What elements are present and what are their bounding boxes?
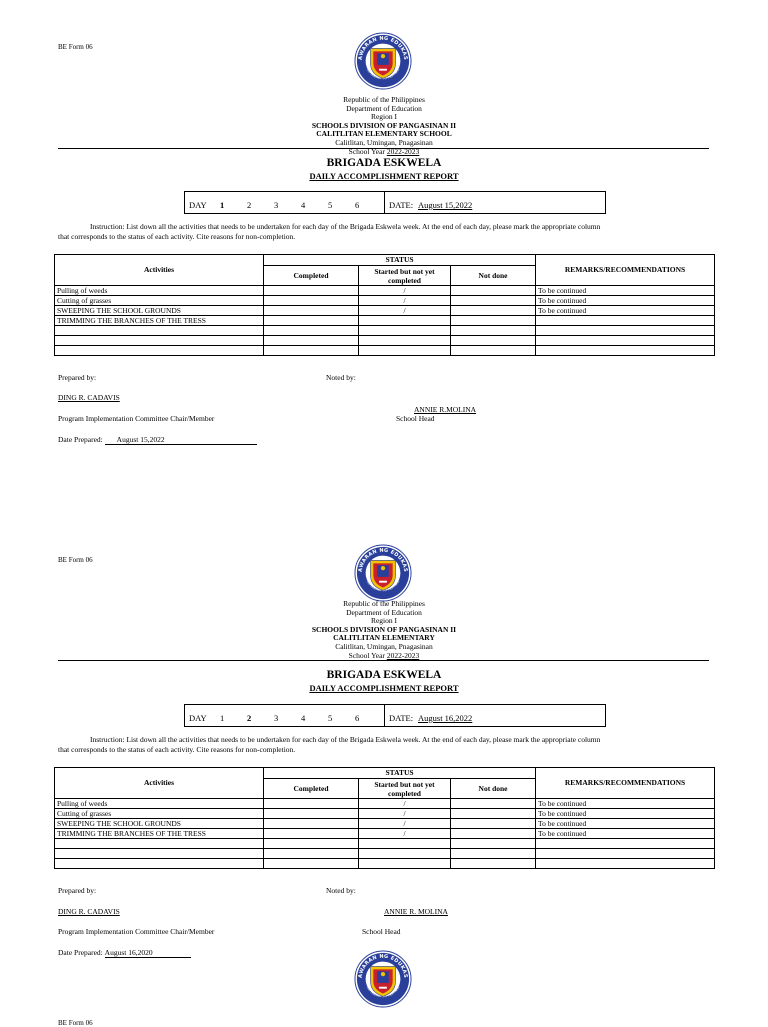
report-title: BRIGADA ESKWELA bbox=[326, 669, 442, 681]
remarks-cell[interactable]: To be continued bbox=[536, 799, 715, 809]
school-line: CALITLITAN ELEMENTARY SCHOOL bbox=[316, 129, 452, 139]
remarks-cell[interactable]: To be continued bbox=[536, 819, 715, 829]
divider bbox=[58, 148, 709, 149]
instruction-line-1: Instruction: List down all the activities that needs to be undertaken for each day of the Brigada Eskwela week. At the end of each day, please mark the appropriate column bbox=[90, 222, 601, 231]
day-option-5[interactable]: 5 bbox=[328, 713, 333, 723]
division-line: SCHOOLS DIVISION OF PANGASINAN II bbox=[311, 120, 457, 130]
day-date-separator bbox=[384, 705, 385, 726]
started-cell[interactable]: / bbox=[359, 306, 451, 316]
report-subtitle: DAILY ACCOMPLISHMENT REPORT bbox=[309, 683, 459, 693]
day-option-1[interactable]: 1 bbox=[220, 200, 225, 210]
divider bbox=[58, 660, 709, 661]
completed-cell[interactable] bbox=[264, 829, 359, 839]
division-line: SCHOOLS DIVISION OF PANGASINAN II bbox=[311, 624, 457, 634]
table-row bbox=[55, 839, 715, 849]
report-subtitle: DAILY ACCOMPLISHMENT REPORT bbox=[309, 171, 459, 181]
not-done-cell[interactable] bbox=[451, 799, 536, 809]
started-cell[interactable]: / bbox=[359, 296, 451, 306]
not-done-cell[interactable] bbox=[451, 809, 536, 819]
started-cell[interactable] bbox=[359, 839, 451, 849]
date-value: August 16,2022 bbox=[418, 713, 473, 723]
remarks-cell[interactable] bbox=[536, 326, 715, 336]
col-remarks: REMARKS/RECOMMENDATIONS bbox=[536, 255, 715, 286]
completed-cell[interactable] bbox=[264, 859, 359, 869]
not-done-cell[interactable] bbox=[451, 306, 536, 316]
table-row bbox=[55, 306, 715, 316]
date-value: August 15,2022 bbox=[418, 200, 473, 210]
noted-by-label: Noted by: bbox=[326, 373, 356, 382]
table-row bbox=[55, 316, 715, 326]
table-row bbox=[55, 296, 715, 306]
started-cell[interactable] bbox=[359, 326, 451, 336]
started-cell[interactable] bbox=[359, 346, 451, 356]
date-prepared-label: Date Prepared: bbox=[58, 435, 103, 444]
started-cell[interactable]: / bbox=[359, 799, 451, 809]
not-done-cell[interactable] bbox=[451, 859, 536, 869]
remarks-cell[interactable]: To be continued bbox=[536, 829, 715, 839]
remarks-cell[interactable] bbox=[536, 316, 715, 326]
col-remarks: REMARKS/RECOMMENDATIONS bbox=[536, 768, 715, 799]
col-started: Started but not yet completed bbox=[359, 266, 451, 286]
remarks-cell[interactable] bbox=[536, 346, 715, 356]
sy-value: 2022-2023 bbox=[386, 650, 420, 660]
remarks-cell[interactable] bbox=[536, 859, 715, 869]
started-cell[interactable] bbox=[359, 849, 451, 859]
committee-label: Program Implementation Committee Chair/Member bbox=[58, 414, 215, 423]
department-line: Department of Education bbox=[346, 607, 422, 617]
instruction-line-1: Instruction: List down all the activities that needs to be undertaken for each day of the Brigada Eskwela week. At the end of each day, please mark the appropriate column bbox=[90, 735, 601, 744]
day-option-2[interactable]: 2 bbox=[247, 200, 252, 210]
preparer-name: DING R. CADAVIS bbox=[58, 907, 120, 916]
activity-cell[interactable]: Pulling of weeds bbox=[55, 286, 264, 296]
form-tag: BE Form 06 bbox=[58, 1019, 93, 1027]
table-row bbox=[55, 326, 715, 336]
day-label: DAY bbox=[189, 713, 207, 723]
school-head-label: School Head bbox=[396, 414, 435, 423]
address-line: Calitlitan, Umingan, Pnagasinan bbox=[335, 137, 433, 147]
day-option-5[interactable]: 5 bbox=[328, 200, 333, 210]
day-option-6[interactable]: 6 bbox=[355, 200, 360, 210]
day-date-separator bbox=[384, 192, 385, 213]
sy-value: 2022-2023 bbox=[386, 146, 420, 156]
completed-cell[interactable] bbox=[264, 346, 359, 356]
activities-table bbox=[54, 254, 715, 356]
date-prepared bbox=[58, 435, 257, 445]
activity-cell[interactable] bbox=[55, 346, 264, 356]
not-done-cell[interactable] bbox=[451, 346, 536, 356]
started-cell[interactable]: / bbox=[359, 809, 451, 819]
activity-cell[interactable] bbox=[55, 849, 264, 859]
date-label: DATE: bbox=[389, 200, 414, 210]
activity-cell[interactable]: Cutting of grasses bbox=[55, 296, 264, 306]
date-prepared-label: Date Prepared: bbox=[58, 948, 103, 957]
table-row bbox=[55, 829, 715, 839]
remarks-cell[interactable]: To be continued bbox=[536, 809, 715, 819]
started-cell[interactable]: / bbox=[359, 819, 451, 829]
instruction-line-2: that corresponds to the status of each activity. Cite reasons for non-completion. bbox=[58, 232, 296, 241]
table-row bbox=[55, 849, 715, 859]
deped-seal-icon bbox=[354, 950, 412, 1008]
address-line: Calitlitan, Umingan, Pnagasinan bbox=[335, 641, 433, 651]
day-option-1[interactable]: 1 bbox=[220, 713, 225, 723]
col-started: Started but not yet completed bbox=[359, 779, 451, 799]
school-head-name: ANNIE R.MOLINA bbox=[414, 405, 477, 414]
col-status: STATUS bbox=[264, 768, 536, 779]
form-tag: BE Form 06 bbox=[58, 43, 93, 51]
remarks-cell[interactable] bbox=[536, 336, 715, 346]
activities-table bbox=[54, 767, 715, 869]
activity-cell[interactable] bbox=[55, 326, 264, 336]
republic-line: Republic of the Philippines bbox=[343, 95, 425, 104]
not-done-cell[interactable] bbox=[451, 839, 536, 849]
started-cell[interactable] bbox=[359, 316, 451, 326]
remarks-cell[interactable] bbox=[536, 849, 715, 859]
noted-by-label: Noted by: bbox=[326, 886, 356, 895]
day-option-4[interactable]: 4 bbox=[301, 713, 306, 723]
completed-cell[interactable] bbox=[264, 316, 359, 326]
date-label: DATE: bbox=[389, 713, 414, 723]
school-head-label: School Head bbox=[362, 927, 401, 936]
col-activities: Activities bbox=[55, 255, 264, 286]
col-completed: Completed bbox=[264, 779, 359, 799]
preparer-name: DING R. CADAVIS bbox=[58, 393, 120, 402]
form-tag: BE Form 06 bbox=[58, 556, 93, 564]
col-activities: Activities bbox=[55, 768, 264, 799]
activity-cell[interactable]: Cutting of grasses bbox=[55, 809, 264, 819]
table-row bbox=[55, 859, 715, 869]
not-done-cell[interactable] bbox=[451, 286, 536, 296]
activity-cell[interactable]: Pulling of weeds bbox=[55, 799, 264, 809]
completed-cell[interactable] bbox=[264, 819, 359, 829]
completed-cell[interactable] bbox=[264, 809, 359, 819]
col-completed: Completed bbox=[264, 266, 359, 286]
day-option-3[interactable]: 3 bbox=[274, 200, 279, 210]
activity-cell[interactable]: TRIMMING THE BRANCHES OF THE TRESS bbox=[55, 829, 264, 839]
not-done-cell[interactable] bbox=[451, 819, 536, 829]
table-row bbox=[55, 809, 715, 819]
started-cell[interactable]: / bbox=[359, 286, 451, 296]
completed-cell[interactable] bbox=[264, 849, 359, 859]
day-option-2[interactable]: 2 bbox=[247, 713, 252, 723]
activity-cell[interactable] bbox=[55, 336, 264, 346]
day-option-4[interactable]: 4 bbox=[301, 200, 306, 210]
table-row bbox=[55, 336, 715, 346]
day-label: DAY bbox=[189, 200, 207, 210]
table-row bbox=[55, 819, 715, 829]
not-done-cell[interactable] bbox=[451, 296, 536, 306]
not-done-cell[interactable] bbox=[451, 316, 536, 326]
started-cell[interactable]: / bbox=[359, 829, 451, 839]
activity-cell[interactable]: SWEEPING THE SCHOOL GROUNDS bbox=[55, 819, 264, 829]
not-done-cell[interactable] bbox=[451, 829, 536, 839]
instruction-line-2: that corresponds to the status of each activity. Cite reasons for non-completion. bbox=[58, 745, 296, 754]
remarks-cell[interactable] bbox=[536, 839, 715, 849]
school-line: CALITLITAN ELEMENTARY bbox=[333, 633, 435, 643]
date-prepared-value: August 16,2020 bbox=[105, 948, 191, 958]
not-done-cell[interactable] bbox=[451, 849, 536, 859]
prepared-by-label: Prepared by: bbox=[58, 886, 97, 895]
school-header bbox=[0, 600, 768, 660]
date-prepared bbox=[58, 948, 191, 958]
completed-cell[interactable] bbox=[264, 839, 359, 849]
deped-seal-icon bbox=[354, 544, 412, 602]
instruction bbox=[58, 735, 718, 755]
completed-cell[interactable] bbox=[264, 326, 359, 336]
activity-cell[interactable] bbox=[55, 839, 264, 849]
day-option-6[interactable]: 6 bbox=[355, 713, 360, 723]
deped-seal-icon bbox=[354, 32, 412, 90]
started-cell[interactable] bbox=[359, 859, 451, 869]
col-not-done: Not done bbox=[451, 779, 536, 799]
day-date-box bbox=[184, 704, 606, 727]
table-row bbox=[55, 799, 715, 809]
completed-cell[interactable] bbox=[264, 799, 359, 809]
department-line: Department of Education bbox=[346, 103, 422, 113]
day-option-3[interactable]: 3 bbox=[274, 713, 279, 723]
sy-label: School Year bbox=[348, 146, 385, 156]
col-status: STATUS bbox=[264, 255, 536, 266]
instruction bbox=[58, 222, 718, 242]
republic-line: Republic of the Philippines bbox=[343, 599, 425, 608]
completed-cell[interactable] bbox=[264, 286, 359, 296]
report-title: BRIGADA ESKWELA bbox=[326, 157, 442, 169]
activity-cell[interactable]: SWEEPING THE SCHOOL GROUNDS bbox=[55, 306, 264, 316]
date-prepared-value: August 15,2022 bbox=[105, 435, 257, 445]
day-date-box bbox=[184, 191, 606, 214]
region-line: Region I bbox=[370, 112, 398, 122]
committee-label: Program Implementation Committee Chair/Member bbox=[58, 927, 215, 936]
table-row bbox=[55, 346, 715, 356]
started-cell[interactable] bbox=[359, 336, 451, 346]
col-not-done: Not done bbox=[451, 266, 536, 286]
remarks-cell[interactable]: To be continued bbox=[536, 296, 715, 306]
region-line: Region I bbox=[370, 616, 398, 626]
remarks-cell[interactable]: To be continued bbox=[536, 286, 715, 296]
not-done-cell[interactable] bbox=[451, 336, 536, 346]
table-row bbox=[55, 286, 715, 296]
school-head-name: ANNIE R. MOLINA bbox=[384, 907, 448, 916]
remarks-cell[interactable]: To be continued bbox=[536, 306, 715, 316]
school-year-line bbox=[0, 652, 768, 661]
activity-cell[interactable]: TRIMMING THE BRANCHES OF THE TRESS bbox=[55, 316, 264, 326]
activity-cell[interactable] bbox=[55, 859, 264, 869]
completed-cell[interactable] bbox=[264, 336, 359, 346]
prepared-by-label: Prepared by: bbox=[58, 373, 97, 382]
completed-cell[interactable] bbox=[264, 306, 359, 316]
completed-cell[interactable] bbox=[264, 296, 359, 306]
sy-label: School Year bbox=[348, 650, 385, 660]
not-done-cell[interactable] bbox=[451, 326, 536, 336]
